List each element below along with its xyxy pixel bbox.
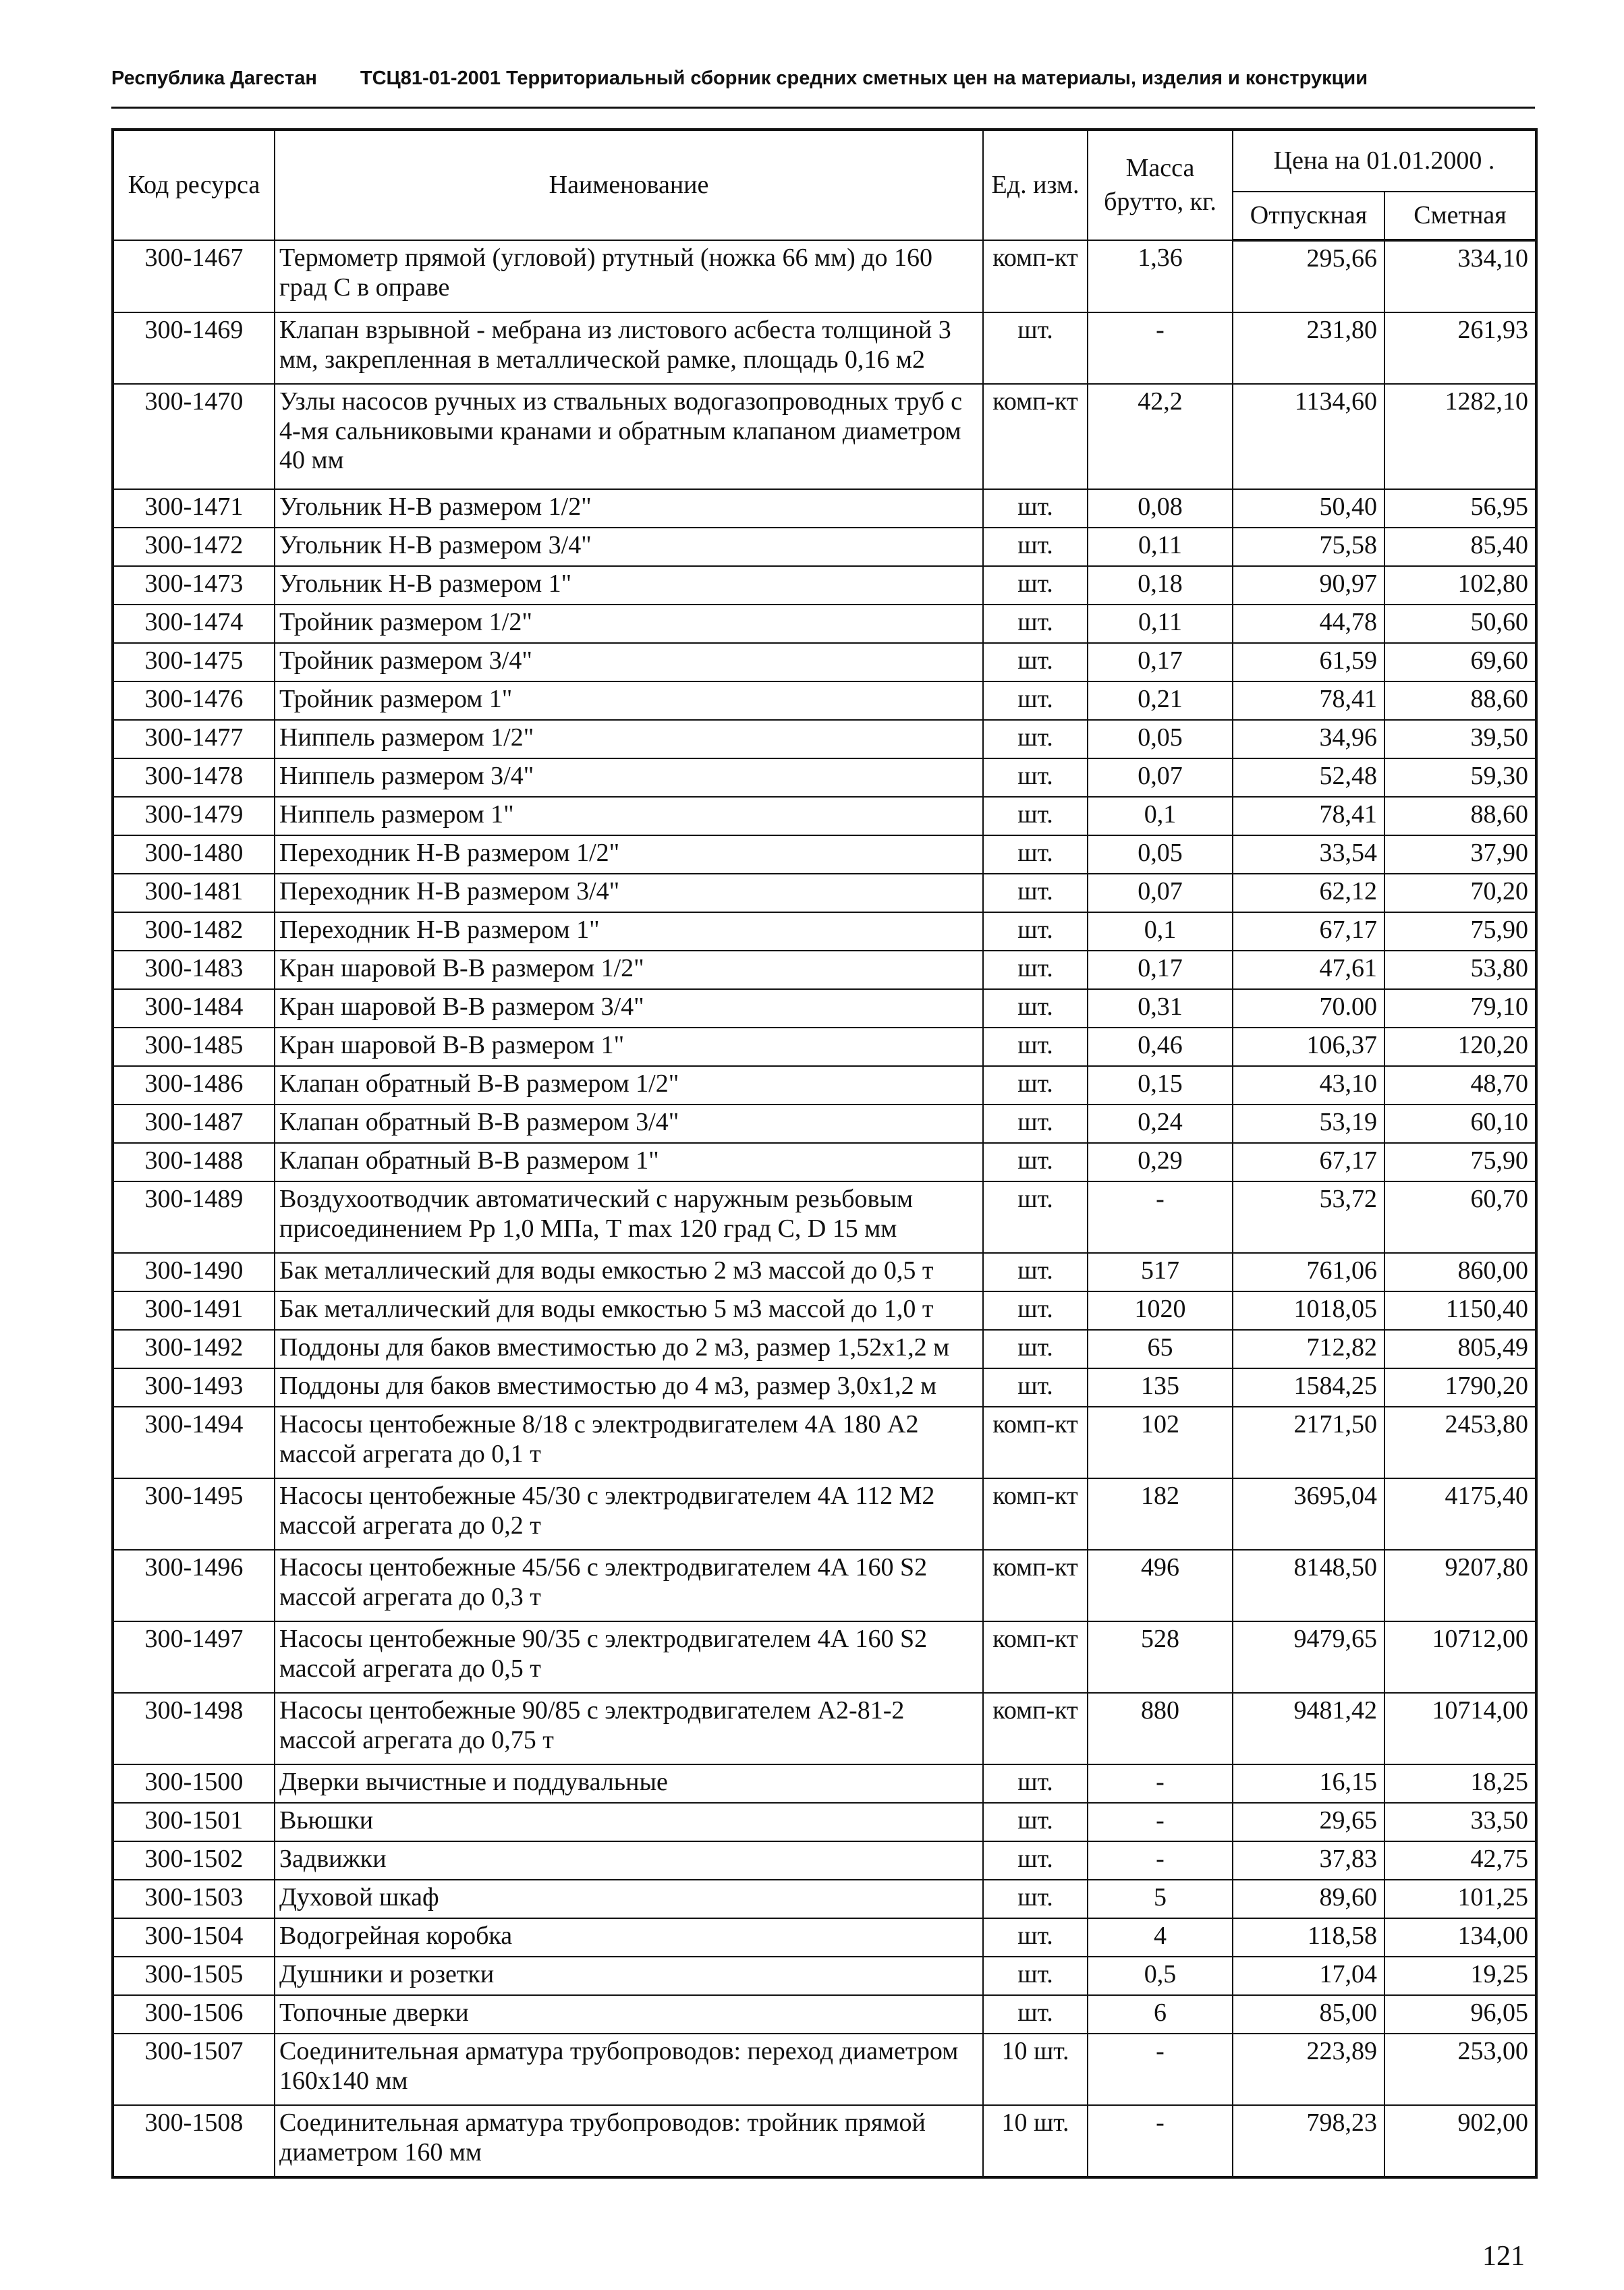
estimate-price: 10714,00: [1384, 1693, 1536, 1764]
unit-of-measure: комп-кт: [983, 1550, 1088, 1621]
estimate-price: 334,10: [1384, 240, 1536, 312]
page-number: 121: [1482, 2241, 1525, 2272]
resource-code: 300-1489: [113, 1181, 275, 1253]
resource-name: Ниппель размером 3/4": [275, 758, 983, 797]
table-row: [113, 1330, 1536, 1368]
gross-mass: 0,05: [1088, 835, 1233, 874]
resource-code: 300-1475: [113, 643, 275, 681]
estimate-price: 1150,40: [1384, 1291, 1536, 1330]
estimate-price: 9207,80: [1384, 1550, 1536, 1621]
resource-code: 300-1476: [113, 681, 275, 720]
gross-mass: 4: [1088, 1918, 1233, 1957]
release-price: 2171,50: [1233, 1407, 1384, 1478]
table-row: [113, 643, 1536, 681]
table-row: [113, 1105, 1536, 1143]
table-row: [113, 797, 1536, 835]
resource-code: 300-1473: [113, 566, 275, 605]
resource-name: Клапан обратный В-В размером 1": [275, 1143, 983, 1181]
resource-name: Насосы центобежные 8/18 с электродвигателем 4А 180 А2 массой агрегата до 0,1 т: [275, 1407, 983, 1478]
unit-of-measure: шт.: [983, 1880, 1088, 1918]
gross-mass: 0,11: [1088, 528, 1233, 566]
gross-mass: 0,17: [1088, 951, 1233, 989]
resource-name: Насосы центобежные 45/30 с электродвигателем 4А 112 М2 массой агрегата до 0,2 т: [275, 1478, 983, 1550]
release-price: 9481,42: [1233, 1693, 1384, 1764]
table-row: [113, 605, 1536, 643]
table-header: [113, 130, 1536, 240]
table-row: [113, 681, 1536, 720]
resource-name: Поддоны для баков вместимостью до 4 м3, размер 3,0х1,2 м: [275, 1368, 983, 1407]
gross-mass: 0,08: [1088, 489, 1233, 528]
resource-code: 300-1503: [113, 1880, 275, 1918]
gross-mass: 0,29: [1088, 1143, 1233, 1181]
table-row: [113, 312, 1536, 384]
release-price: 1134,60: [1233, 384, 1384, 489]
header-unit: Ед. изм.: [983, 130, 1088, 240]
resource-code: 300-1496: [113, 1550, 275, 1621]
resource-code: 300-1488: [113, 1143, 275, 1181]
gross-mass: -: [1088, 312, 1233, 384]
unit-of-measure: шт.: [983, 1803, 1088, 1841]
table-row: [113, 489, 1536, 528]
unit-of-measure: шт.: [983, 912, 1088, 951]
gross-mass: 0,07: [1088, 874, 1233, 912]
release-price: 44,78: [1233, 605, 1384, 643]
estimate-price: 902,00: [1384, 2105, 1536, 2177]
release-price: 1018,05: [1233, 1291, 1384, 1330]
estimate-price: 53,80: [1384, 951, 1536, 989]
estimate-price: 4175,40: [1384, 1478, 1536, 1550]
resource-name: Насосы центобежные 90/85 с электродвигателем А2-81-2 массой агрегата до 0,75 т: [275, 1693, 983, 1764]
resource-name: Клапан обратный В-В размером 3/4": [275, 1105, 983, 1143]
release-price: 295,66: [1233, 240, 1384, 312]
resource-name: Дверки вычистные и поддувальные: [275, 1764, 983, 1803]
resource-code: 300-1502: [113, 1841, 275, 1880]
table-row: [113, 528, 1536, 566]
estimate-price: 75,90: [1384, 1143, 1536, 1181]
table-row: [113, 1066, 1536, 1105]
resource-code: 300-1507: [113, 2034, 275, 2105]
unit-of-measure: шт.: [983, 1368, 1088, 1407]
gross-mass: 5: [1088, 1880, 1233, 1918]
table-row: [113, 2105, 1536, 2177]
table-row: [113, 1764, 1536, 1803]
header-title: ТСЦ81-01-2001 Территориальный сборник средних сметных цен на материалы, изделия и конструкции: [360, 67, 1368, 89]
estimate-price: 79,10: [1384, 989, 1536, 1028]
release-price: 33,54: [1233, 835, 1384, 874]
resource-code: 300-1472: [113, 528, 275, 566]
unit-of-measure: шт.: [983, 1841, 1088, 1880]
header-region: Республика Дагестан: [111, 67, 317, 89]
unit-of-measure: шт.: [983, 1143, 1088, 1181]
resource-name: Водогрейная коробка: [275, 1918, 983, 1957]
release-price: 712,82: [1233, 1330, 1384, 1368]
resource-name: Ниппель размером 1/2": [275, 720, 983, 758]
release-price: 53,72: [1233, 1181, 1384, 1253]
gross-mass: 102: [1088, 1407, 1233, 1478]
release-price: 89,60: [1233, 1880, 1384, 1918]
release-price: 761,06: [1233, 1253, 1384, 1291]
resource-name: Насосы центобежные 45/56 с электродвигателем 4А 160 S2 массой агрегата до 0,3 т: [275, 1550, 983, 1621]
unit-of-measure: шт.: [983, 1764, 1088, 1803]
table-row: [113, 240, 1536, 312]
release-price: 37,83: [1233, 1841, 1384, 1880]
gross-mass: 880: [1088, 1693, 1233, 1764]
table-row: [113, 951, 1536, 989]
resource-name: Тройник размером 3/4": [275, 643, 983, 681]
resource-name: Душники и розетки: [275, 1957, 983, 1995]
price-table: [111, 128, 1538, 2179]
estimate-price: 70,20: [1384, 874, 1536, 912]
table-row: [113, 1803, 1536, 1841]
resource-code: 300-1483: [113, 951, 275, 989]
estimate-price: 59,30: [1384, 758, 1536, 797]
unit-of-measure: шт.: [983, 1028, 1088, 1066]
estimate-price: 60,10: [1384, 1105, 1536, 1143]
resource-name: Узлы насосов ручных из ствальных водогазопроводных труб с 4-мя сальниковыми кранами и обратным клапаном диаметром 40 мм: [275, 384, 983, 489]
resource-name: Воздухоотводчик автоматический с наружным резьбовым присоединением Рр 1,0 МПа, Т max 120 град С, D 15 мм: [275, 1181, 983, 1253]
gross-mass: -: [1088, 1181, 1233, 1253]
gross-mass: 0,1: [1088, 912, 1233, 951]
table-row: [113, 1028, 1536, 1066]
unit-of-measure: шт.: [983, 720, 1088, 758]
unit-of-measure: 10 шт.: [983, 2034, 1088, 2105]
release-price: 29,65: [1233, 1803, 1384, 1841]
gross-mass: 6: [1088, 1995, 1233, 2034]
gross-mass: 42,2: [1088, 384, 1233, 489]
gross-mass: -: [1088, 1803, 1233, 1841]
resource-name: Тройник размером 1/2": [275, 605, 983, 643]
header-price-group: Цена на 01.01.2000 .: [1233, 130, 1536, 192]
estimate-price: 33,50: [1384, 1803, 1536, 1841]
estimate-price: 18,25: [1384, 1764, 1536, 1803]
gross-mass: 0,05: [1088, 720, 1233, 758]
estimate-price: 96,05: [1384, 1995, 1536, 2034]
release-price: 78,41: [1233, 797, 1384, 835]
resource-code: 300-1484: [113, 989, 275, 1028]
table-row: [113, 1995, 1536, 2034]
unit-of-measure: шт.: [983, 1253, 1088, 1291]
table-row: [113, 1478, 1536, 1550]
unit-of-measure: шт.: [983, 489, 1088, 528]
release-price: 52,48: [1233, 758, 1384, 797]
release-price: 16,15: [1233, 1764, 1384, 1803]
resource-code: 300-1504: [113, 1918, 275, 1957]
estimate-price: 85,40: [1384, 528, 1536, 566]
resource-name: Угольник Н-В размером 3/4": [275, 528, 983, 566]
resource-code: 300-1477: [113, 720, 275, 758]
estimate-price: 1282,10: [1384, 384, 1536, 489]
unit-of-measure: шт.: [983, 1181, 1088, 1253]
resource-code: 300-1500: [113, 1764, 275, 1803]
resource-name: Ниппель размером 1": [275, 797, 983, 835]
estimate-price: 56,95: [1384, 489, 1536, 528]
release-price: 67,17: [1233, 1143, 1384, 1181]
gross-mass: 517: [1088, 1253, 1233, 1291]
unit-of-measure: шт.: [983, 528, 1088, 566]
release-price: 75,58: [1233, 528, 1384, 566]
release-price: 62,12: [1233, 874, 1384, 912]
gross-mass: 0,18: [1088, 566, 1233, 605]
release-price: 78,41: [1233, 681, 1384, 720]
unit-of-measure: шт.: [983, 1105, 1088, 1143]
resource-code: 300-1478: [113, 758, 275, 797]
estimate-price: 69,60: [1384, 643, 1536, 681]
resource-name: Тройник размером 1": [275, 681, 983, 720]
unit-of-measure: шт.: [983, 605, 1088, 643]
gross-mass: 135: [1088, 1368, 1233, 1407]
resource-code: 300-1482: [113, 912, 275, 951]
release-price: 1584,25: [1233, 1368, 1384, 1407]
table-row: [113, 720, 1536, 758]
estimate-price: 101,25: [1384, 1880, 1536, 1918]
unit-of-measure: комп-кт: [983, 1478, 1088, 1550]
resource-name: Переходник Н-В размером 1": [275, 912, 983, 951]
resource-code: 300-1501: [113, 1803, 275, 1841]
resource-code: 300-1471: [113, 489, 275, 528]
estimate-price: 102,80: [1384, 566, 1536, 605]
table-row: [113, 566, 1536, 605]
resource-name: Задвижки: [275, 1841, 983, 1880]
gross-mass: 528: [1088, 1621, 1233, 1693]
gross-mass: -: [1088, 1841, 1233, 1880]
unit-of-measure: шт.: [983, 681, 1088, 720]
gross-mass: 0,15: [1088, 1066, 1233, 1105]
gross-mass: 1020: [1088, 1291, 1233, 1330]
release-price: 17,04: [1233, 1957, 1384, 1995]
resource-name: Кран шаровой В-В размером 3/4": [275, 989, 983, 1028]
release-price: 43,10: [1233, 1066, 1384, 1105]
estimate-price: 1790,20: [1384, 1368, 1536, 1407]
unit-of-measure: шт.: [983, 797, 1088, 835]
page-header: [111, 67, 1535, 90]
gross-mass: 0,11: [1088, 605, 1233, 643]
release-price: 8148,50: [1233, 1550, 1384, 1621]
gross-mass: 0,21: [1088, 681, 1233, 720]
unit-of-measure: шт.: [983, 1330, 1088, 1368]
resource-code: 300-1481: [113, 874, 275, 912]
table-row: [113, 1143, 1536, 1181]
unit-of-measure: шт.: [983, 951, 1088, 989]
resource-code: 300-1497: [113, 1621, 275, 1693]
unit-of-measure: шт.: [983, 874, 1088, 912]
unit-of-measure: шт.: [983, 1291, 1088, 1330]
gross-mass: -: [1088, 1764, 1233, 1803]
header-mass: Масса брутто, кг.: [1088, 130, 1233, 240]
estimate-price: 253,00: [1384, 2034, 1536, 2105]
resource-code: 300-1508: [113, 2105, 275, 2177]
resource-code: 300-1506: [113, 1995, 275, 2034]
resource-name: Вьюшки: [275, 1803, 983, 1841]
table-row: [113, 1253, 1536, 1291]
estimate-price: 75,90: [1384, 912, 1536, 951]
resource-name: Топочные дверки: [275, 1995, 983, 2034]
resource-code: 300-1479: [113, 797, 275, 835]
gross-mass: 496: [1088, 1550, 1233, 1621]
table-row: [113, 2034, 1536, 2105]
estimate-price: 50,60: [1384, 605, 1536, 643]
unit-of-measure: 10 шт.: [983, 2105, 1088, 2177]
estimate-price: 805,49: [1384, 1330, 1536, 1368]
resource-name: Клапан взрывной - мебрана из листового асбеста толщиной 3 мм, закрепленная в металлической рамке, площадь 0,16 м2: [275, 312, 983, 384]
estimate-price: 42,75: [1384, 1841, 1536, 1880]
resource-name: Угольник Н-В размером 1/2": [275, 489, 983, 528]
table-row: [113, 384, 1536, 489]
resource-name: Поддоны для баков вместимостью до 2 м3, размер 1,52х1,2 м: [275, 1330, 983, 1368]
table-row: [113, 1621, 1536, 1693]
resource-name: Термометр прямой (угловой) ртутный (ножка 66 мм) до 160 град С в оправе: [275, 240, 983, 312]
table-body: [113, 240, 1536, 2177]
table-row: [113, 1407, 1536, 1478]
estimate-price: 48,70: [1384, 1066, 1536, 1105]
release-price: 85,00: [1233, 1995, 1384, 2034]
release-price: 798,23: [1233, 2105, 1384, 2177]
unit-of-measure: шт.: [983, 312, 1088, 384]
table-row: [113, 912, 1536, 951]
estimate-price: 60,70: [1384, 1181, 1536, 1253]
unit-of-measure: комп-кт: [983, 240, 1088, 312]
table-row: [113, 1880, 1536, 1918]
resource-code: 300-1490: [113, 1253, 275, 1291]
resource-name: Бак металлический для воды емкостью 5 м3 массой до 1,0 т: [275, 1291, 983, 1330]
table-row: [113, 1957, 1536, 1995]
release-price: 3695,04: [1233, 1478, 1384, 1550]
unit-of-measure: комп-кт: [983, 1621, 1088, 1693]
gross-mass: 0,07: [1088, 758, 1233, 797]
resource-code: 300-1495: [113, 1478, 275, 1550]
gross-mass: 65: [1088, 1330, 1233, 1368]
table-row: [113, 835, 1536, 874]
unit-of-measure: шт.: [983, 989, 1088, 1028]
table-row: [113, 1841, 1536, 1880]
table-row: [113, 874, 1536, 912]
release-price: 34,96: [1233, 720, 1384, 758]
estimate-price: 10712,00: [1384, 1621, 1536, 1693]
gross-mass: 0,46: [1088, 1028, 1233, 1066]
gross-mass: -: [1088, 2034, 1233, 2105]
resource-name: Соединительная арматура трубопроводов: тройник прямой диаметром 160 мм: [275, 2105, 983, 2177]
unit-of-measure: шт.: [983, 1995, 1088, 2034]
gross-mass: 0,17: [1088, 643, 1233, 681]
resource-name: Угольник Н-В размером 1": [275, 566, 983, 605]
table-row: [113, 1550, 1536, 1621]
resource-name: Насосы центобежные 90/35 с электродвигателем 4А 160 S2 массой агрегата до 0,5 т: [275, 1621, 983, 1693]
table-row: [113, 1181, 1536, 1253]
estimate-price: 37,90: [1384, 835, 1536, 874]
unit-of-measure: комп-кт: [983, 1693, 1088, 1764]
resource-name: Кран шаровой В-В размером 1/2": [275, 951, 983, 989]
unit-of-measure: шт.: [983, 1918, 1088, 1957]
resource-code: 300-1467: [113, 240, 275, 312]
resource-code: 300-1493: [113, 1368, 275, 1407]
header-release-price: Отпускная: [1233, 192, 1384, 240]
estimate-price: 134,00: [1384, 1918, 1536, 1957]
resource-code: 300-1498: [113, 1693, 275, 1764]
release-price: 118,58: [1233, 1918, 1384, 1957]
resource-code: 300-1486: [113, 1066, 275, 1105]
unit-of-measure: шт.: [983, 835, 1088, 874]
resource-name: Соединительная арматура трубопроводов: переход диаметром 160х140 мм: [275, 2034, 983, 2105]
resource-code: 300-1505: [113, 1957, 275, 1995]
gross-mass: 0,24: [1088, 1105, 1233, 1143]
release-price: 61,59: [1233, 643, 1384, 681]
gross-mass: 182: [1088, 1478, 1233, 1550]
resource-code: 300-1492: [113, 1330, 275, 1368]
release-price: 90,97: [1233, 566, 1384, 605]
gross-mass: 1,36: [1088, 240, 1233, 312]
header-rule: [111, 107, 1535, 109]
estimate-price: 39,50: [1384, 720, 1536, 758]
unit-of-measure: шт.: [983, 758, 1088, 797]
gross-mass: 0,5: [1088, 1957, 1233, 1995]
estimate-price: 261,93: [1384, 312, 1536, 384]
table-row: [113, 758, 1536, 797]
unit-of-measure: комп-кт: [983, 384, 1088, 489]
release-price: 231,80: [1233, 312, 1384, 384]
resource-code: 300-1474: [113, 605, 275, 643]
resource-name: Клапан обратный В-В размером 1/2": [275, 1066, 983, 1105]
gross-mass: 0,1: [1088, 797, 1233, 835]
table-row: [113, 1291, 1536, 1330]
header-code: Код ресурса: [113, 130, 275, 240]
estimate-price: 2453,80: [1384, 1407, 1536, 1478]
resource-code: 300-1469: [113, 312, 275, 384]
resource-name: Переходник Н-В размером 1/2": [275, 835, 983, 874]
estimate-price: 88,60: [1384, 681, 1536, 720]
header-name: Наименование: [275, 130, 983, 240]
release-price: 50,40: [1233, 489, 1384, 528]
resource-name: Переходник Н-В размером 3/4": [275, 874, 983, 912]
resource-code: 300-1485: [113, 1028, 275, 1066]
resource-code: 300-1487: [113, 1105, 275, 1143]
table-row: [113, 1368, 1536, 1407]
estimate-price: 860,00: [1384, 1253, 1536, 1291]
resource-code: 300-1470: [113, 384, 275, 489]
unit-of-measure: шт.: [983, 1066, 1088, 1105]
gross-mass: 0,31: [1088, 989, 1233, 1028]
resource-code: 300-1491: [113, 1291, 275, 1330]
release-price: 67,17: [1233, 912, 1384, 951]
estimate-price: 19,25: [1384, 1957, 1536, 1995]
unit-of-measure: комп-кт: [983, 1407, 1088, 1478]
estimate-price: 88,60: [1384, 797, 1536, 835]
resource-name: Бак металлический для воды емкостью 2 м3 массой до 0,5 т: [275, 1253, 983, 1291]
release-price: 70.00: [1233, 989, 1384, 1028]
resource-code: 300-1494: [113, 1407, 275, 1478]
resource-name: Духовой шкаф: [275, 1880, 983, 1918]
resource-code: 300-1480: [113, 835, 275, 874]
estimate-price: 120,20: [1384, 1028, 1536, 1066]
release-price: 106,37: [1233, 1028, 1384, 1066]
release-price: 53,19: [1233, 1105, 1384, 1143]
table-row: [113, 1918, 1536, 1957]
release-price: 223,89: [1233, 2034, 1384, 2105]
unit-of-measure: шт.: [983, 566, 1088, 605]
resource-name: Кран шаровой В-В размером 1": [275, 1028, 983, 1066]
release-price: 47,61: [1233, 951, 1384, 989]
gross-mass: -: [1088, 2105, 1233, 2177]
header-estimate-price: Сметная: [1384, 192, 1536, 240]
table-row: [113, 1693, 1536, 1764]
unit-of-measure: шт.: [983, 1957, 1088, 1995]
table-row: [113, 989, 1536, 1028]
unit-of-measure: шт.: [983, 643, 1088, 681]
release-price: 9479,65: [1233, 1621, 1384, 1693]
